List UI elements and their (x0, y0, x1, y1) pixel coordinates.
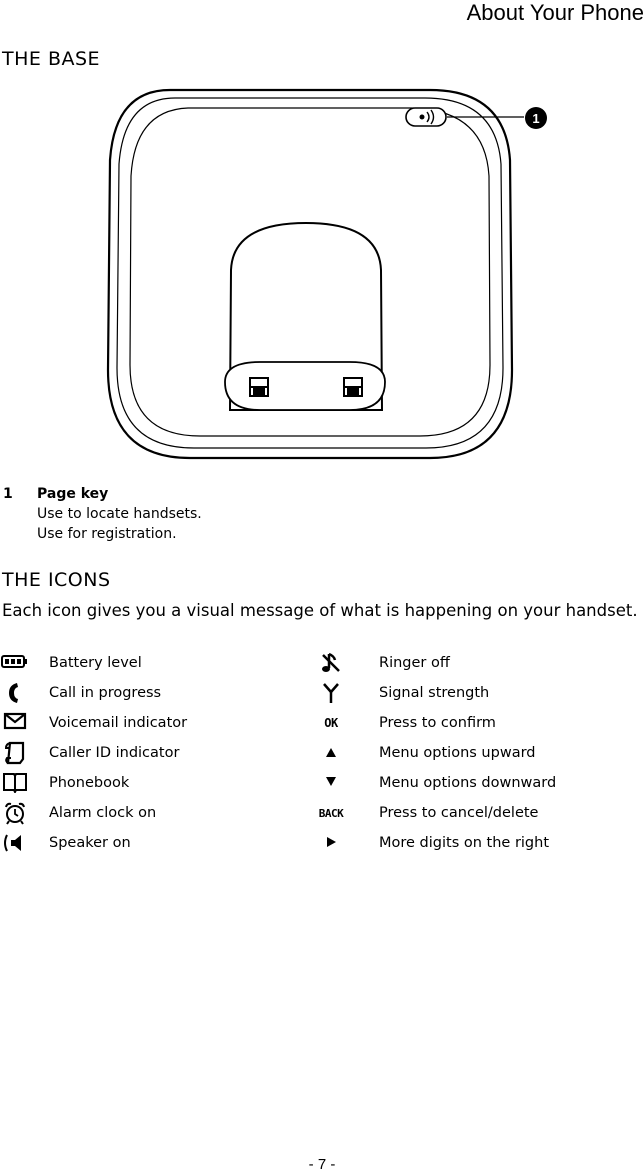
phonebook-icon (0, 771, 30, 797)
legend-label: Signal strength (379, 685, 490, 701)
ok-key-icon-text: OK (324, 716, 338, 730)
legend-label: Battery level (49, 655, 142, 671)
page-number: - 7 - (308, 1156, 336, 1173)
legend-row (0, 739, 644, 769)
legend-label: Voicemail indicator (49, 715, 188, 731)
ringer-off-icon (316, 651, 346, 677)
arrow-up-icon (316, 741, 346, 767)
legend-row (0, 829, 644, 859)
legend-label: Alarm clock on (49, 805, 157, 821)
legend-row (0, 649, 644, 679)
icons-intro-text: Each icon gives you a visual message of what is happening on your handset. (2, 601, 638, 620)
arrow-right-icon (316, 831, 346, 857)
legend-label: More digits on the right (379, 835, 550, 851)
base-section-title: THE BASE (2, 48, 101, 70)
alarm-clock-icon (0, 801, 30, 827)
signal-antenna-icon (316, 681, 346, 707)
icons-section-title: THE ICONS (2, 569, 111, 591)
speaker-icon (0, 831, 30, 857)
legend-label: Caller ID indicator (49, 745, 180, 761)
legend-label: Press to cancel/delete (379, 805, 539, 821)
legend-row (0, 679, 644, 709)
legend-row (0, 769, 644, 799)
page-key-button (406, 108, 446, 126)
back-key-icon (316, 801, 346, 827)
legend-label: Menu options downward (379, 775, 557, 791)
base-station-illustration (100, 80, 560, 470)
ok-key-icon (316, 711, 346, 737)
phone-handset-icon (0, 681, 30, 707)
arrow-down-icon (316, 771, 346, 797)
legend-label: Phonebook (49, 775, 130, 791)
icon-legend (0, 649, 644, 859)
page-header-title: About Your Phone (466, 0, 644, 25)
legend-label: Menu options upward (379, 745, 536, 761)
legend-label: Ringer off (379, 655, 450, 671)
battery-icon (0, 651, 30, 677)
legend-label: Speaker on (49, 835, 131, 851)
legend-row (0, 799, 644, 829)
legend-row (0, 709, 644, 739)
back-key-icon-text: BACK (318, 807, 344, 820)
callout-description-line: Use to locate handsets. (37, 506, 202, 522)
legend-label: Press to confirm (379, 715, 496, 731)
callout-marker-1-label: 1 (532, 111, 540, 126)
caller-id-icon (0, 741, 30, 767)
legend-label: Call in progress (49, 685, 162, 701)
envelope-icon (0, 711, 30, 737)
callout-title: Page key (37, 486, 109, 502)
callout-description-line: Use for registration. (37, 526, 177, 542)
callout-number: 1 (3, 486, 13, 502)
